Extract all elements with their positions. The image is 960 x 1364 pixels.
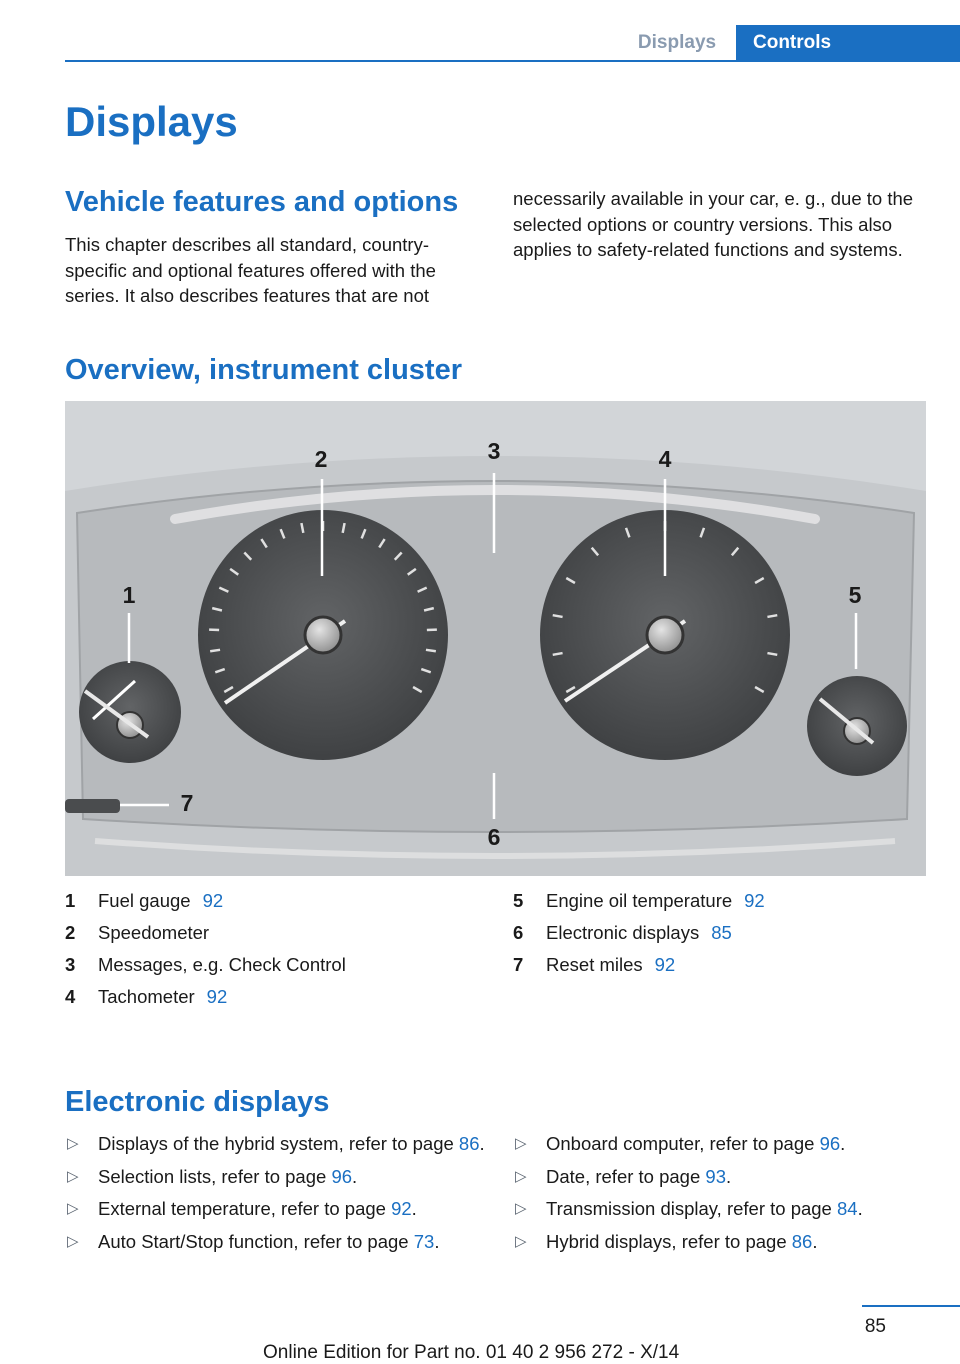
list-item-text: Auto Start/Stop function, refer to page <box>98 1231 409 1252</box>
legend-label: Tachometer <box>98 986 195 1007</box>
page-reference-link[interactable]: 84 <box>837 1198 858 1219</box>
legend-number: 2 <box>65 920 75 946</box>
page-reference-link[interactable]: 73 <box>414 1231 435 1252</box>
page-reference-link[interactable]: 93 <box>705 1166 726 1187</box>
legend-number: 7 <box>513 952 523 978</box>
callout-2: 2 <box>315 446 328 472</box>
instrument-cluster-svg <box>65 401 926 876</box>
page-reference-link[interactable]: 86 <box>792 1231 813 1252</box>
legend-label: Engine oil temperature <box>546 890 732 911</box>
page-reference-link[interactable]: 92 <box>655 954 676 975</box>
page-title: Displays <box>65 98 238 146</box>
page-reference-link[interactable]: 92 <box>744 890 765 911</box>
triangle-bullet-icon: ▷ <box>67 1229 79 1255</box>
list-item: ▷ Auto Start/Stop function, refer to page 73. <box>65 1229 485 1255</box>
triangle-bullet-icon: ▷ <box>515 1164 527 1190</box>
legend-number: 5 <box>513 888 523 914</box>
page-reference-link[interactable]: 92 <box>207 986 228 1007</box>
list-item-text: Date, refer to page <box>546 1166 700 1187</box>
triangle-bullet-icon: ▷ <box>67 1131 79 1157</box>
triangle-bullet-icon: ▷ <box>67 1196 79 1222</box>
reset-miles-button-graphic <box>65 799 120 813</box>
page-reference-link[interactable]: 86 <box>459 1133 480 1154</box>
list-item: ▷ Hybrid displays, refer to page 86. <box>513 1229 933 1255</box>
vehicle-features-text-left: This chapter describes all standard, country-specific and optional features offered with the series. It also describes features that are not <box>65 232 475 309</box>
header-section-label: Displays <box>618 25 736 61</box>
callout-7: 7 <box>181 790 194 816</box>
page-reference-link[interactable]: 92 <box>203 890 224 911</box>
header-rule <box>65 60 960 62</box>
vehicle-features-text-right: necessarily available in your car, e. g., due to the selected options or country versions. This also applies to safety-related functions and systems. <box>513 186 925 263</box>
vehicle-features-heading: Vehicle features and options <box>65 186 458 219</box>
edition-footer: Online Edition for Part no. 01 40 2 956 272 - X/14 <box>263 1342 679 1364</box>
electronic-list-right <box>513 1131 933 1261</box>
electronic-displays-heading: Electronic displays <box>65 1086 329 1119</box>
callout-1: 1 <box>123 582 136 608</box>
callout-6: 6 <box>488 824 501 850</box>
oil-temperature-dial <box>807 676 907 776</box>
legend-label: Speedometer <box>98 922 209 943</box>
gauge-tick <box>210 650 220 651</box>
gauge-tick <box>767 653 777 655</box>
callout-4: 4 <box>659 446 672 472</box>
legend-number: 3 <box>65 952 75 978</box>
legend-label: Electronic displays <box>546 922 699 943</box>
list-item: ▷ Onboard computer, refer to page 96. <box>513 1131 933 1157</box>
triangle-bullet-icon: ▷ <box>515 1229 527 1255</box>
list-item-text: Selection lists, refer to page <box>98 1166 326 1187</box>
callout-5: 5 <box>849 582 862 608</box>
list-item: ▷ Displays of the hybrid system, refer to page 86. <box>65 1131 485 1157</box>
triangle-bullet-icon: ▷ <box>67 1164 79 1190</box>
list-item: ▷ Selection lists, refer to page 96. <box>65 1164 485 1190</box>
list-item-text: Hybrid displays, refer to page <box>546 1231 787 1252</box>
list-item: ▷ Transmission display, refer to page 84. <box>513 1196 933 1222</box>
list-item-text: External temperature, refer to page <box>98 1198 386 1219</box>
gauge-tick <box>553 653 563 655</box>
page-reference-link[interactable]: 92 <box>391 1198 412 1219</box>
legend-number: 1 <box>65 888 75 914</box>
triangle-bullet-icon: ▷ <box>515 1196 527 1222</box>
callout-3: 3 <box>488 438 501 464</box>
footer-rule <box>862 1305 960 1307</box>
gauge-tick <box>767 615 777 617</box>
triangle-bullet-icon: ▷ <box>515 1131 527 1157</box>
list-item-text: Displays of the hybrid system, refer to page <box>98 1133 454 1154</box>
overview-heading: Overview, instrument cluster <box>65 354 462 387</box>
page-number: 85 <box>865 1316 886 1338</box>
list-item: ▷ External temperature, refer to page 92. <box>65 1196 485 1222</box>
electronic-list-left <box>65 1131 485 1261</box>
legend-label: Fuel gauge <box>98 890 191 911</box>
list-item-text: Transmission display, refer to page <box>546 1198 832 1219</box>
page-reference-link[interactable]: 85 <box>711 922 732 943</box>
page-reference-link[interactable]: 96 <box>820 1133 841 1154</box>
page-reference-link[interactable]: 96 <box>331 1166 352 1187</box>
header-chapter-tab: Controls <box>736 25 960 61</box>
gauge-tick <box>553 615 563 617</box>
fuel-gauge-dial <box>79 661 181 763</box>
legend-number: 6 <box>513 920 523 946</box>
legend-number: 4 <box>65 984 75 1010</box>
legend-label: Messages, e.g. Check Control <box>98 954 346 975</box>
instrument-cluster-illustration <box>65 401 926 876</box>
legend-label: Reset miles <box>546 954 643 975</box>
list-item: ▷ Date, refer to page 93. <box>513 1164 933 1190</box>
gauge-tick <box>426 650 436 651</box>
list-item-text: Onboard computer, refer to page <box>546 1133 814 1154</box>
